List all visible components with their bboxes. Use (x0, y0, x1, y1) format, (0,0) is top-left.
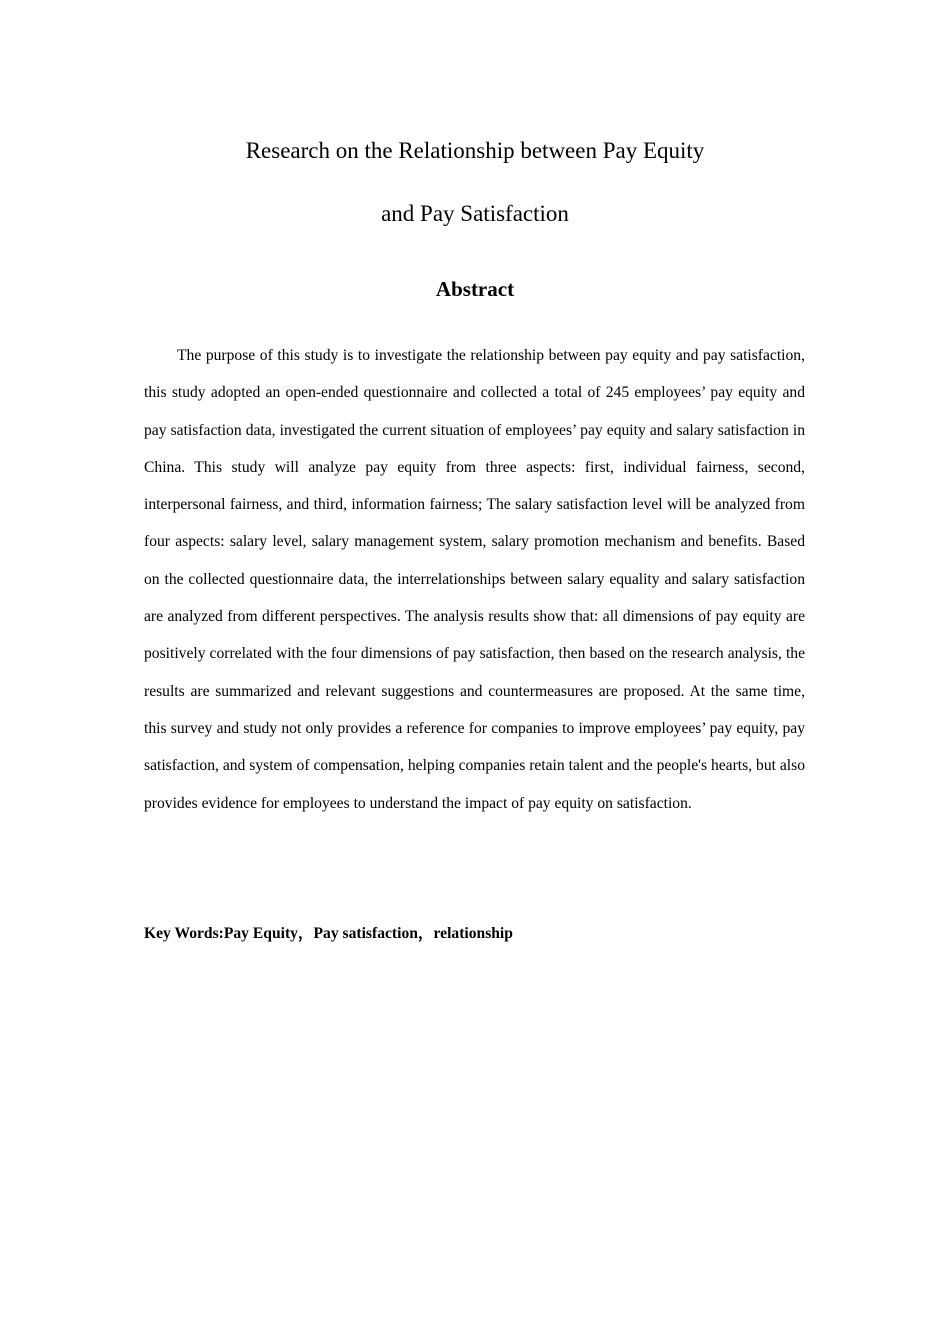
document-title-line-2: and Pay Satisfaction (381, 201, 569, 226)
abstract-heading: Abstract (435, 277, 515, 301)
abstract-paragraph: The purpose of this study is to investigate the relationship between pay equity and pay satisfaction, this study adopted an open-ended questionnaire and collected a total of 245 employees’ pay equity and pay satisfaction data, investigated the current situation of employees’ pay equity and salary satisfaction in China. This study will analyze pay equity from three aspects: first, individual fairness, second, interpersonal fairness, and third, information fairness; The salary satisfaction level will be analyzed from four aspects: salary level, salary management system, salary promotion mechanism and benefits. Based on the collected questionnaire data, the interrelationships between salary equality and salary satisfaction are analyzed from different perspectives. The analysis results show that: all dimensions of pay equity are positively correlated with the four dimensions of pay satisfaction, then based on the research analysis, the results are summarized and relevant suggestions and countermeasures are proposed. At the same time, this survey and study not only provides a reference for companies to improve employees’ pay equity, pay satisfaction, and system of compensation, helping companies retain talent and the people's hearts, but also provides evidence for employees to understand the impact of pay equity on satisfaction. (144, 347, 805, 812)
keywords-line: Key Words:Pay Equity，Pay satisfaction，relationship (144, 925, 513, 942)
document-title-line-1: Research on the Relationship between Pay Equity (245, 138, 705, 163)
